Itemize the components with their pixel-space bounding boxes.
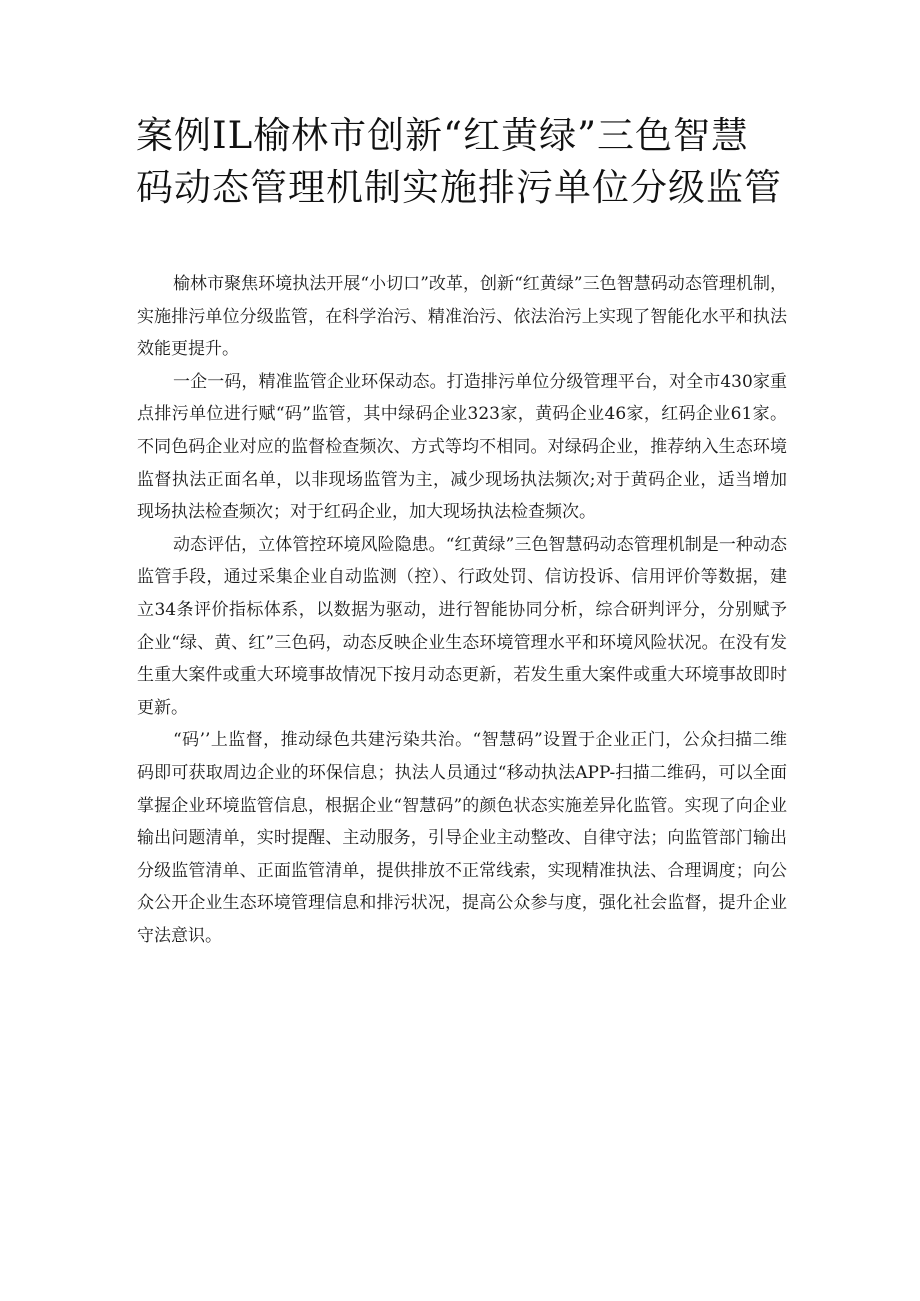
paragraph-one-code: 一企一码，精准监管企业环保动态。打造排污单位分级管理平台，对全市430家重点排污单位进行赋“码”监管，其中绿码企业323家，黄码企业46家，红码企业61家。不同色码企业对应的监督检查频次、方式等均不相同。对绿码企业，推荐纳入生态环境监督执法正面名单，以非现场监管为主，减少现场执法频次;对于黄码企业，适当增加现场执法检查频次；对于红码企业，加大现场执法检查频次。 bbox=[137, 371, 787, 523]
document-body bbox=[137, 268, 787, 952]
document-title bbox=[136, 110, 796, 214]
title-line-2: 码动态管理机制实施排污单位分级监管 bbox=[136, 166, 782, 209]
paragraph-intro: 榆林市聚焦环境执法开展“小切口”改革，创新“红黄绿”三色智慧码动态管理机制，实施排污单位分级监管，在科学治污、精准治污、依法治污上实现了智能化水平和执法效能更提升。 bbox=[137, 274, 787, 360]
title-line-1: 案例IL榆林市创新“红黄绿”三色智慧 bbox=[136, 114, 750, 157]
paragraph-code-supervision: “码’’上监督，推动绿色共建污染共治。“智慧码”设置于企业正门，公众扫描二维码即可获取周边企业的环保信息；执法人员通过“移动执法APP-扫描二维码，可以全面掌握企业环境监管信息，根据企业“智慧码”的颜色状态实施差异化监管。实现了向企业输出问题清单，实时提醒、主动服务，引导企业主动整改、自律守法；向监管部门输出分级监管清单、正面监管清单，提供排放不正常线索，实现精准执法、合理调度；向公众公开企业生态环境管理信息和排污状况，提高公众参与度，强化社会监督，提升企业守法意识。 bbox=[137, 730, 787, 946]
paragraph-dynamic-assessment: 动态评估，立体管控环境风险隐患。“红黄绿”三色智慧码动态管理机制是一种动态监管手段，通过采集企业自动监测（控）、行政处罚、信访投诉、信用评价等数据，建立34条评价指标体系，以数据为驱动，进行智能协同分析，综合研判评分，分别赋予企业“绿、黄、红”三色码，动态反映企业生态环境管理水平和环境风险状况。在没有发生重大案件或重大环境事故情况下按月动态更新，若发生重大案件或重大环境事故即时更新。 bbox=[137, 534, 787, 718]
